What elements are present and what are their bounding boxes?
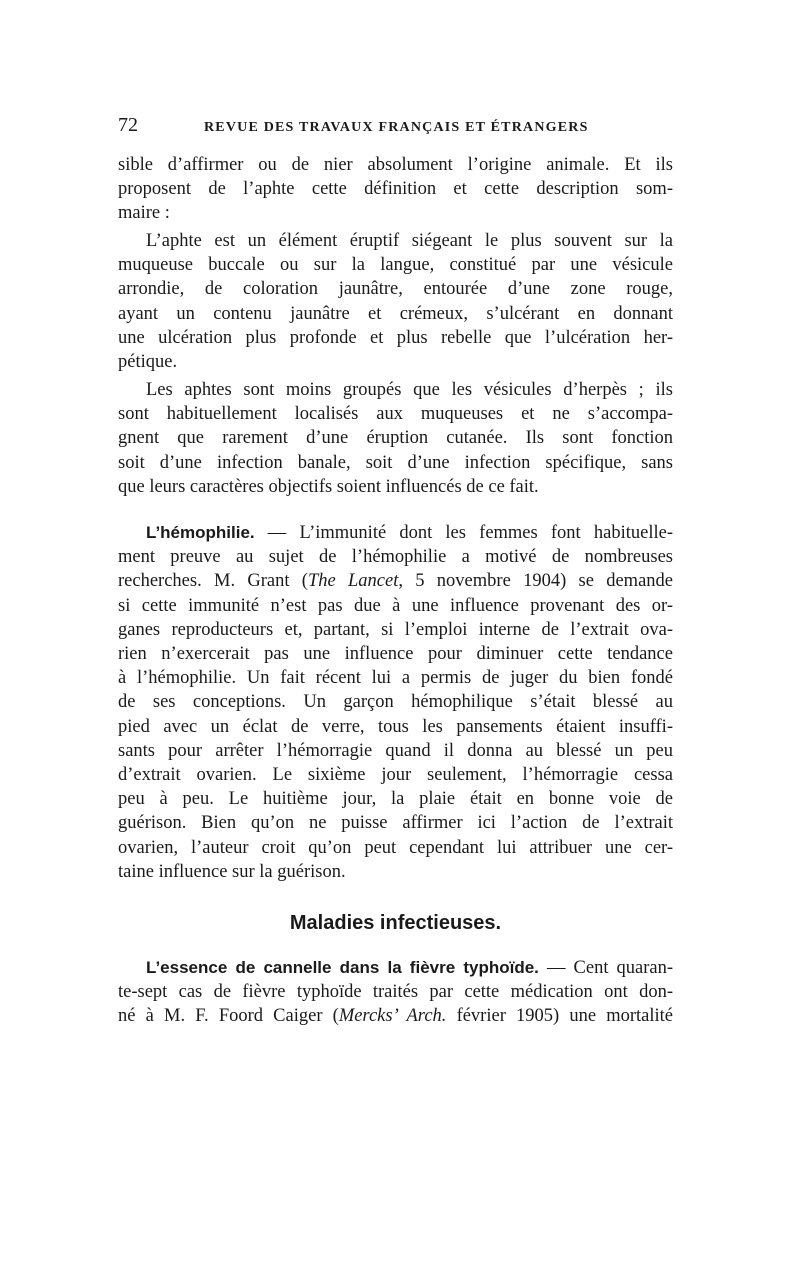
text-line: taine influence sur la guérison. xyxy=(118,861,346,882)
text-line: d’extrait ovarien. Le sixième jour seulement, l’hémorragie cessa xyxy=(118,765,673,786)
text-line: proposent de l’aphte cette définition et cette description som- xyxy=(118,179,673,200)
text-line: L’aphte est un élément éruptif siégeant le plus souvent sur la xyxy=(146,231,673,251)
text-line: guérison. Bien qu’on ne puisse affirmer ici l’action de l’extrait xyxy=(118,813,673,834)
text-line: muqueuse buccale ou sur la langue, constitué par une vésicule xyxy=(118,255,673,276)
text-line: ovarien, l’auteur croit qu’on peut cependant lui attribuer une cer- xyxy=(118,837,673,858)
text-line: Les aphtes sont moins groupés que les vésicules d’herpès ; ils xyxy=(146,380,673,400)
journal-title: The Lancet xyxy=(307,571,399,592)
text-line: maire : xyxy=(118,203,170,224)
journal-title: Mercks’ Arch. xyxy=(338,1006,447,1027)
section-heading: Maladies infectieuses. xyxy=(289,912,502,934)
text-line: gnent que rarement d’une éruption cutanée. Ils sont fonction xyxy=(118,428,673,449)
text-line: pétique. xyxy=(118,352,178,373)
paragraph-hemophilie xyxy=(118,521,673,884)
text-line: si cette immunité n’est pas due à une influence provenant des or- xyxy=(118,595,673,616)
text-fragment: , 5 novembre 1904) se demande xyxy=(398,571,673,592)
text-line: que leurs caractères objectifs soient influencés de ce fait. xyxy=(118,476,539,497)
page-number: 72 xyxy=(118,114,138,136)
text-line: peu à peu. Le huitième jour, la plaie était en bonne voie de xyxy=(118,789,673,810)
paragraph-cannelle xyxy=(118,956,673,1029)
paragraph-lead-title: L’essence de cannelle dans la fièvre typhoïde. xyxy=(146,958,539,977)
text-line: sants pour arrêter l’hémorragie quand il donna au blessé un peu xyxy=(118,740,673,761)
text-fragment: février 1905) une mortalité xyxy=(446,1006,673,1027)
text-fragment: — L’immunité dont les femmes font habituelle- xyxy=(254,523,673,543)
text-line: soit d’une infection banale, soit d’une infection spécifique, sans xyxy=(118,452,673,473)
paragraph-lead-title: L’hémophilie. xyxy=(146,523,255,542)
text-line: ment preuve au sujet de l’hémophilie a motivé de nombreuses xyxy=(118,547,673,568)
text-line xyxy=(118,956,673,980)
text-fragment: — Cent quaran- xyxy=(538,958,674,978)
text-line: arrondie, de coloration jaunâtre, entourée d’une zone rouge, xyxy=(118,279,673,300)
text-fragment: né à M. F. Foord Caiger ( xyxy=(118,1006,339,1027)
text-line: rien n’exercerait pas une influence pour diminuer cette tendance xyxy=(118,644,673,665)
text-line: sible d’affirmer ou de nier absolument l’origine animale. Et ils xyxy=(118,155,673,175)
text-line xyxy=(118,569,673,593)
text-line: ayant un contenu jaunâtre et crémeux, s’ulcérant en donnant xyxy=(118,303,673,324)
running-head-title: REVUE DES TRAVAUX FRANÇAIS ET ÉTRANGERS xyxy=(204,120,589,135)
text-line: sont habituellement localisés aux muqueuses et ne s’accompa- xyxy=(118,404,673,425)
text-line: pied avec un éclat de verre, tous les pansements étaient insuffi- xyxy=(118,716,673,737)
text-line: une ulcération plus profonde et plus rebelle que l’ulcération her- xyxy=(118,327,673,348)
text-fragment: recherches. M. Grant ( xyxy=(118,571,308,592)
paragraph-aphte-definition xyxy=(118,229,673,374)
paragraph-continuation xyxy=(118,153,673,226)
text-line xyxy=(118,521,673,545)
text-line xyxy=(118,1004,673,1028)
text-line: à l’hémophilie. Un fait récent lui a permis de juger du bien fondé xyxy=(118,668,673,689)
text-line: te-sept cas de fièvre typhoïde traités par cette médication ont don- xyxy=(118,982,673,1003)
paragraph-aphtes-herpes xyxy=(118,378,673,499)
text-line: ganes reproducteurs et, partant, si l’emploi interne de l’extrait ova- xyxy=(118,619,673,640)
running-header xyxy=(118,114,673,144)
text-line: de ses conceptions. Un garçon hémophilique s’était blessé au xyxy=(118,692,673,713)
